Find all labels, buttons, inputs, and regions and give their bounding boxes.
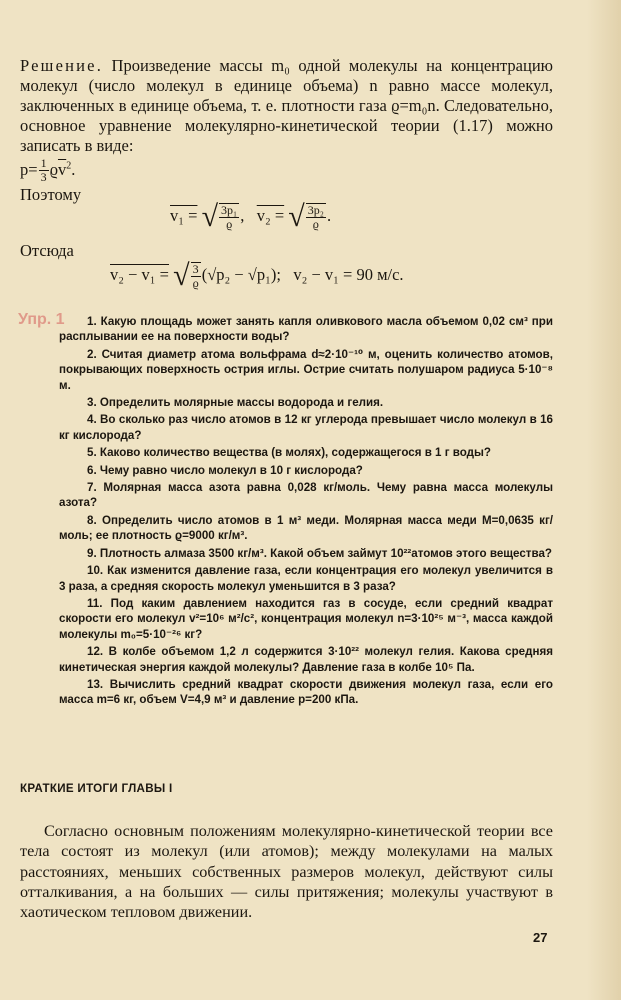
summary-paragraph — [20, 821, 553, 922]
page-number: 27 — [533, 930, 548, 945]
exercise-item: 4. Во сколько раз число атомов в 12 кг углерода превышает число молекул в 16 кг кислорода? — [59, 413, 553, 442]
exercise-item: 9. Плотность алмаза 3500 кг/м³. Какой объем займут 10²²атомов этого вещества? — [87, 546, 552, 560]
exercise-item: 1. Какую площадь может занять капля оливкового масла объемом 0,02 см³ при расплывании ее на поверхности воды? — [59, 315, 553, 344]
page-edge-shadow — [587, 0, 621, 1000]
exercise-item: 8. Определить число атомов в 1 м³ меди. Молярная масса меди M=0,0635 кг/моль; ее плотность ϱ=9000 кг/м³. — [59, 513, 553, 543]
difference-formula: v₂ − v₁ = √ $\frac{3}{ϱ}$ (√p₂ − √p₁); v₂ − v₁ = 90 м/с. — [110, 259, 404, 292]
exercise-item: 11. Под каким давлением находится газ в сосуде, если средний квадрат скорости его молекул v²=10⁶ м²/с², концентрация молекул n=3·10²⁵ м⁻³, масса каждой молекулы m₀=5·10⁻²⁶ кг? — [59, 596, 553, 641]
therefore-word: Поэтому — [20, 185, 82, 204]
exercise-item: 5. Каково количество вещества (в молях), содержащегося в 1 г воды? — [87, 446, 492, 460]
hence-word: Отсюда — [20, 241, 74, 260]
exercise-item: 12. В колбе объемом 1,2 л содержится 3·10²² молекул гелия. Какова средняя кинетическая энергия каждой молекулы? Давление газа в колбе 10⁵ Па. — [59, 645, 553, 674]
exercise-item: 6. Чему равно число молекул в 10 г кислорода? — [87, 463, 363, 477]
exercise-item: 7. Молярная масса азота равна 0,028 кг/моль. Чему равна масса молекулы азота? — [59, 481, 553, 510]
solution-paragraph — [20, 56, 553, 184]
solution-text: Произведение массы m₀ одной молекулы на концентрацию молекул (число молекул в единице объема) n равно массе молекул, заключенных в единице объема, т. е. плотности газа ϱ=m₀n. Следовательно, основное уравнение молекулярно-кинетической теории (1.17) можно записать в виде: — [20, 56, 553, 155]
exercise-item: 3. Определить молярные массы водорода и гелия. — [87, 396, 384, 410]
exercise-item: 2. Считая диаметр атома вольфрама d≈2·10⁻¹⁰ м, оценить количество атомов, покрывающих поверхность острия иглы. Острие считать полушаром радиуса 5·10⁻⁸ м. — [59, 347, 553, 392]
summary-text: Согласно основным положениям молекулярно-кинетической теории все тела состоят из молекул (или атомов); между молекулами на малых расстояниях, меньших собственных размеров молекул, действуют силы отталкивания, а на больших — силы притяжения; молекулы участвуют в хаотическом тепловом движении. — [20, 822, 553, 922]
exercise-label: Упр. 1 — [18, 311, 65, 328]
summary-heading: КРАТКИЕ ИТОГИ ГЛАВЫ I — [20, 782, 173, 795]
velocity-formula: v₁ = √ $\frac{\text{3p₁}}{ϱ}$ , v₂ = √ $\frac{\text{3p₂}}{ϱ}$ . — [170, 200, 332, 233]
equation-main: p= $\frac{1}{3}$ $ϱ\overline{v}^2$. — [20, 156, 76, 185]
solution-label: Решение. — [20, 56, 104, 75]
exercise-item: 10. Как изменится давление газа, если концентрация его молекул увеличится в 3 раза, а средняя скорость молекул уменьшится в 3 раза? — [59, 564, 553, 593]
exercise-item: 13. Вычислить средний квадрат скорости движения молекул газа, если его масса m=6 кг, объем V=4,9 м³ и давление p=200 кПа. — [59, 677, 553, 707]
exercise-list — [59, 314, 553, 710]
